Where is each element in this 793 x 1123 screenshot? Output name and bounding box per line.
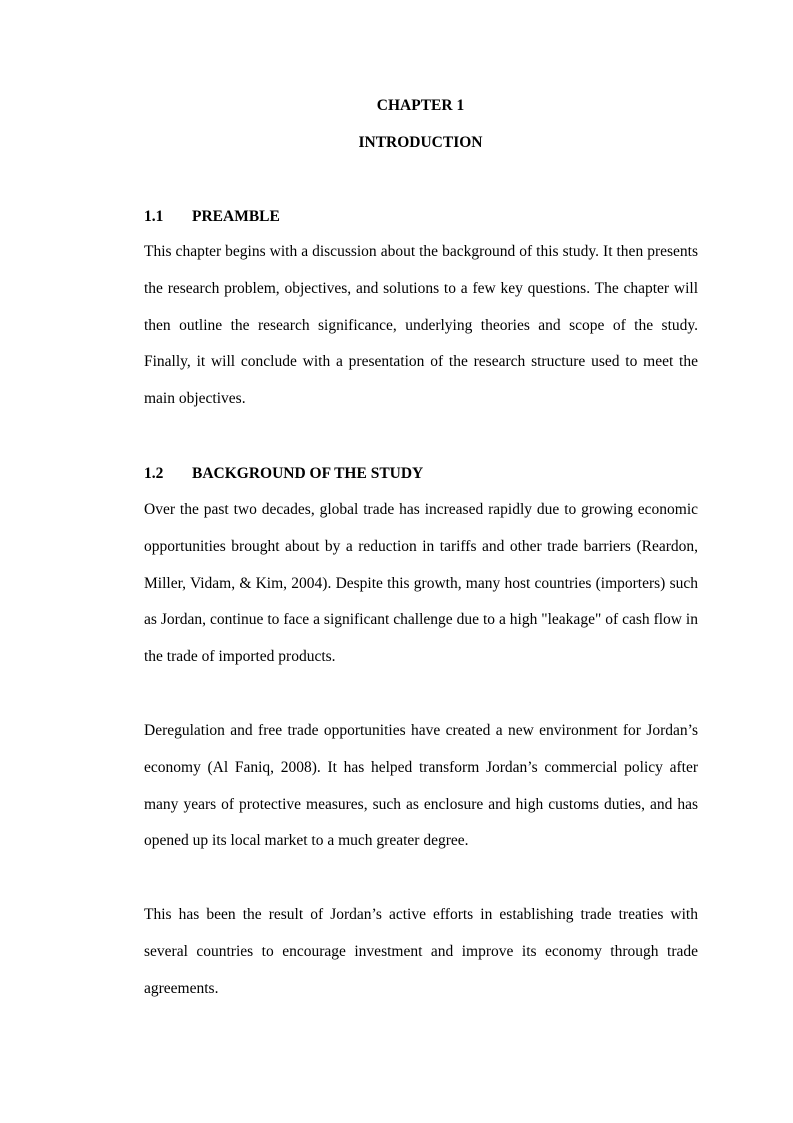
chapter-label: CHAPTER 1 — [376, 97, 465, 114]
chapter-title: INTRODUCTION — [358, 134, 483, 151]
section-heading-preamble — [144, 207, 280, 227]
section-number: 1.1 — [144, 208, 164, 225]
section-title: PREAMBLE — [192, 208, 280, 225]
paragraph-background-3: This has been the result of Jordan’s active efforts in establishing trade treaties with several countries to encourage investment and improve its economy through trade agreements. — [144, 906, 698, 997]
section-title: BACKGROUND OF THE STUDY — [192, 465, 424, 482]
section-heading-background — [144, 464, 423, 484]
paragraph-preamble: This chapter begins with a discussion about the background of this study. It then presents the research problem, objectives, and solutions to a few key questions. The chapter will then outline the research significance, underlying theories and scope of the study. Finally, it will conclude with a presentation of the research structure used to meet the main objectives. — [144, 243, 698, 408]
section-number: 1.2 — [144, 465, 164, 482]
paragraph-background-2: Deregulation and free trade opportunities have created a new environment for Jordan’s economy (Al Faniq, 2008). It has helped transform Jordan’s commercial policy after many years of protective measures, such as enclosure and high customs duties, and has opened up its local market to a much greater degree. — [144, 722, 698, 850]
paragraph-background-1: Over the past two decades, global trade has increased rapidly due to growing economic opportunities brought about by a reduction in tariffs and other trade barriers (Reardon, Miller, Vidam, & Kim, 2004). Despite this growth, many host countries (importers) such as Jordan, continue to face a significant challenge due to a high "leakage" of cash flow in the trade of imported products. — [144, 501, 698, 666]
